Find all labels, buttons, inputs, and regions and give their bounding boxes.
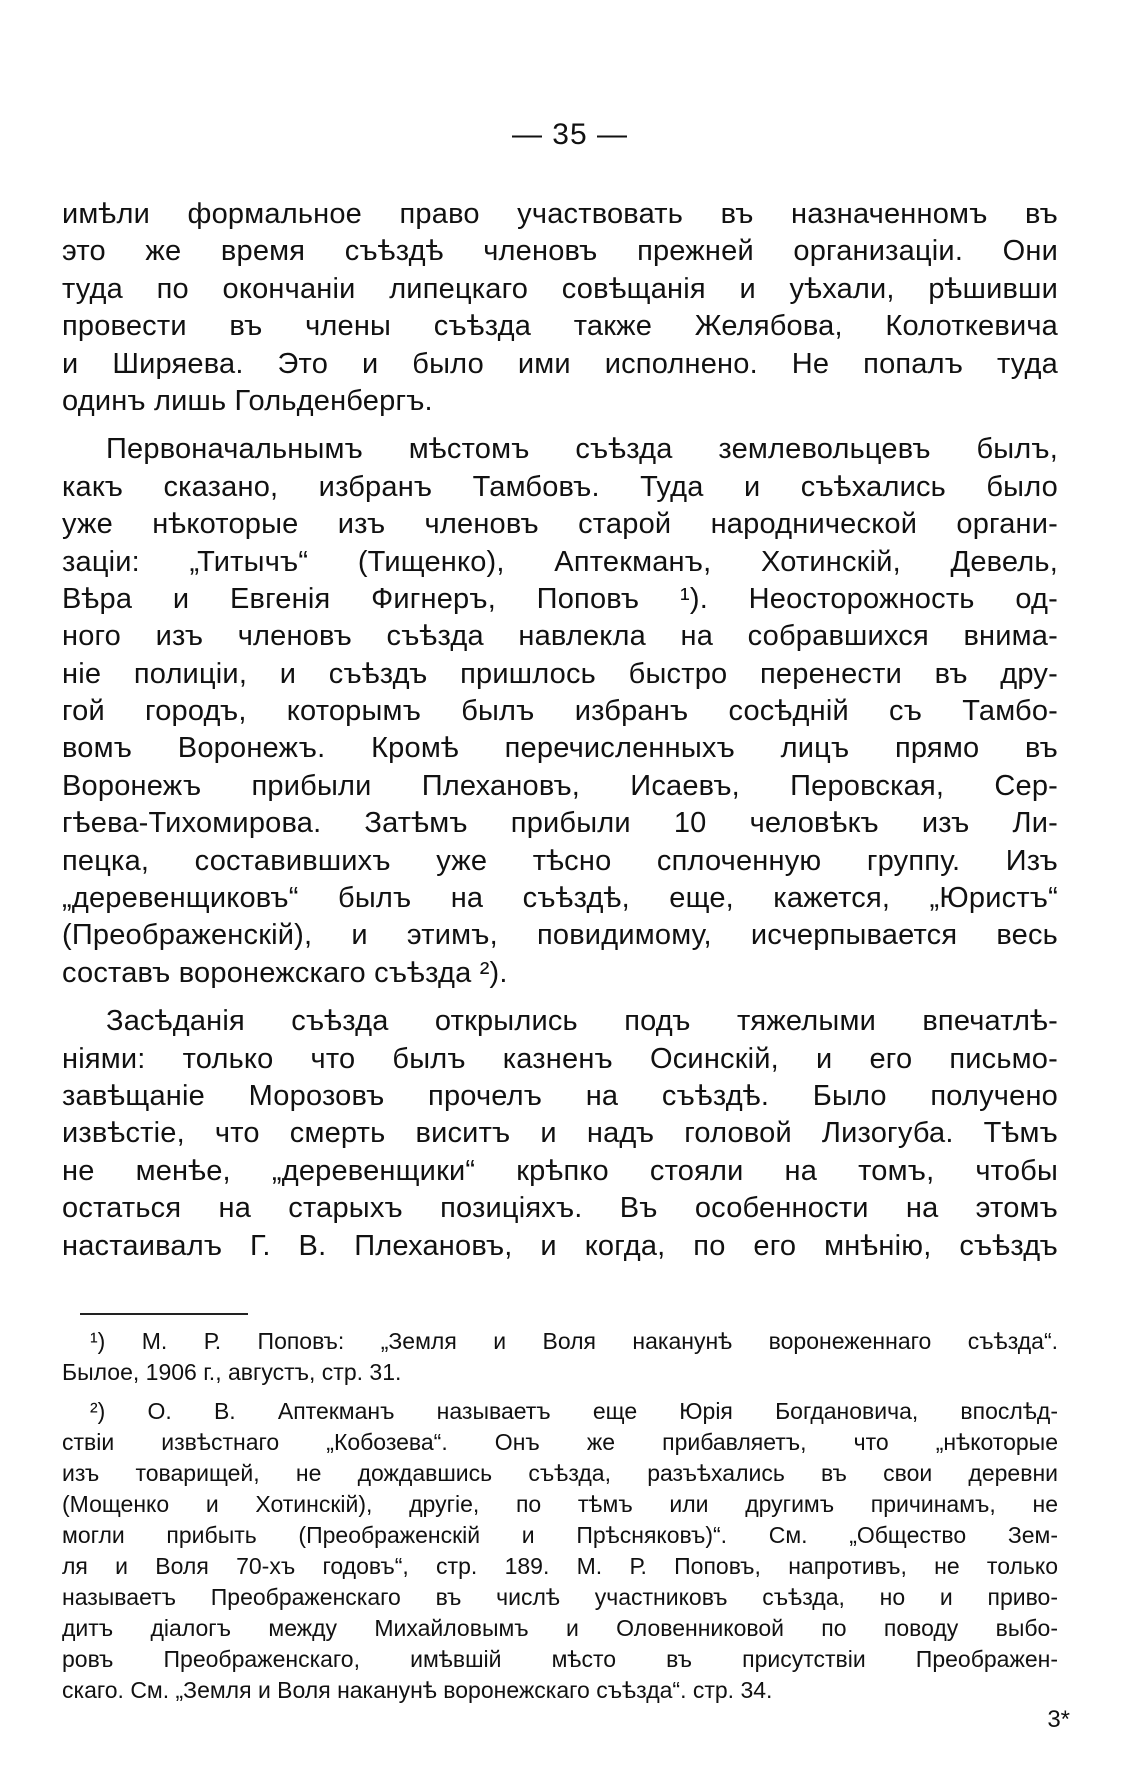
paragraph-gap <box>62 992 1058 1003</box>
footnote-line: скаго. См. „Земля и Воля наканунѣ воронежскаго съѣзда“. стр. 34. <box>62 1677 773 1703</box>
text-line: Воронежъ прибыли Плехановъ, Исаевъ, Перовская, Сер- <box>62 769 1058 802</box>
paragraph-gap <box>62 420 1058 431</box>
text-line: туда по окончаніи липецкаго совѣщанія и уѣхали, рѣшивши <box>62 272 1058 305</box>
text-line: одинъ лишь Гольденбергъ. <box>62 384 433 417</box>
footnote-line: ²) О. В. Аптекманъ называетъ еще Юрія Богдановича, впослѣд- <box>90 1398 1058 1424</box>
text-line: вомъ Воронежъ. Кромѣ перечисленныхъ лицъ прямо въ <box>62 732 1058 765</box>
footnote-line: ¹) М. Р. Поповъ: „Земля и Воля наканунѣ воронеженнаго съѣзда“. <box>90 1328 1058 1354</box>
text-line: и Ширяева. Это и было ими исполнено. Не попалъ туда <box>62 347 1058 380</box>
text-line: Вѣра и Евгенія Фигнеръ, Поповъ ¹). Неосторожность од- <box>62 582 1058 615</box>
text-line: заціи: „Титычъ“ (Тищенко), Аптекманъ, Хотинскій, Девель, <box>62 545 1058 578</box>
text-line: какъ сказано, избранъ Тамбовъ. Туда и съѣхались было <box>62 470 1058 503</box>
text-line: это же время съѣздѣ членовъ прежней организаціи. Они <box>62 235 1058 268</box>
main-text <box>62 196 1058 1265</box>
footnote-line: называетъ Преображенскаго въ числѣ участниковъ съѣзда, но и приво- <box>62 1584 1058 1610</box>
footnote-gap <box>62 1388 1058 1396</box>
text-line: „деревенщиковъ“ былъ на съѣздѣ, еще, кажется, „Юристъ“ <box>62 882 1058 915</box>
text-line: имѣли формальное право участвовать въ назначенномъ въ <box>62 198 1058 230</box>
text-line: провести въ члены съѣзда также Желябова, Колоткевича <box>62 310 1058 343</box>
footnote-line: изъ товарищей, не дождавшись съѣзда, разъѣхались въ свои деревни <box>62 1460 1058 1486</box>
text-line: остаться на старыхъ позиціяхъ. Въ особенности на этомъ <box>62 1192 1058 1225</box>
footnote-line: ровъ Преображенскаго, имѣвшій мѣсто въ присутствіи Преображен- <box>62 1646 1058 1672</box>
text-line: ніями: только что былъ казненъ Осинскій, и его письмо- <box>62 1042 1058 1075</box>
text-line: ного изъ членовъ съѣзда навлекла на собравшихся внима- <box>62 620 1058 653</box>
page-number: — 35 — <box>511 118 629 151</box>
text-line: извѣстіе, что смерть виситъ и надъ головой Лизогуба. Тѣмъ <box>62 1117 1058 1150</box>
text-line: (Преображенскій), и этимъ, повидимому, исчерпывается весь <box>62 919 1058 952</box>
footnote-line: могли прибыть (Преображенскій и Прѣсняковъ)“. См. „Общество Зем- <box>62 1522 1058 1548</box>
text-line: уже нѣкоторые изъ членовъ старой народнической органи- <box>62 508 1058 541</box>
text-line: составъ воронежскаго съѣзда ²). <box>62 956 508 989</box>
text-line: настаивалъ Г. В. Плехановъ, и когда, по его мнѣнію, съѣздъ <box>62 1229 1058 1262</box>
footnotes <box>62 1326 1058 1706</box>
footnote-separator <box>80 1313 248 1315</box>
footnote-line: ствіи извѣстнаго „Кобозева“. Онъ же прибавляетъ, что „нѣкоторые <box>62 1429 1058 1455</box>
text-line: Первоначальнымъ мѣстомъ съѣзда землевольцевъ былъ, <box>106 433 1058 466</box>
text-line: гѣева-Тихомирова. Затѣмъ прибыли 10 человѣкъ изъ Ли- <box>62 807 1058 840</box>
signature-mark: 3* <box>1047 1706 1070 1733</box>
text-line: пецка, составившихъ уже тѣсно сплоченную группу. Изъ <box>62 844 1058 877</box>
footnote-line: дитъ діалогъ между Михайловымъ и Оловенниковой по поводу выбо- <box>62 1615 1058 1641</box>
text-line: Засѣданія съѣзда открылись подъ тяжелыми впечатлѣ- <box>106 1005 1058 1038</box>
footnote-line: (Мощенко и Хотинскій), другіе, по тѣмъ или другимъ причинамъ, не <box>62 1491 1058 1517</box>
text-line: гой городъ, которымъ былъ избранъ сосѣдній съ Тамбо- <box>62 695 1058 728</box>
footnote-line: ля и Воля 70-хъ годовъ“, стр. 189. М. Р. Поповъ, напротивъ, не только <box>62 1553 1058 1579</box>
text-line: ніе полиціи, и съѣздъ пришлось быстро перенести въ дру- <box>62 657 1058 690</box>
text-line: не менѣе, „деревенщики“ крѣпко стояли на томъ, чтобы <box>62 1154 1058 1187</box>
text-line: завѣщаніе Морозовъ прочелъ на съѣздѣ. Было получено <box>62 1079 1058 1112</box>
footnote-line: Былое, 1906 г., августъ, стр. 31. <box>62 1359 402 1385</box>
